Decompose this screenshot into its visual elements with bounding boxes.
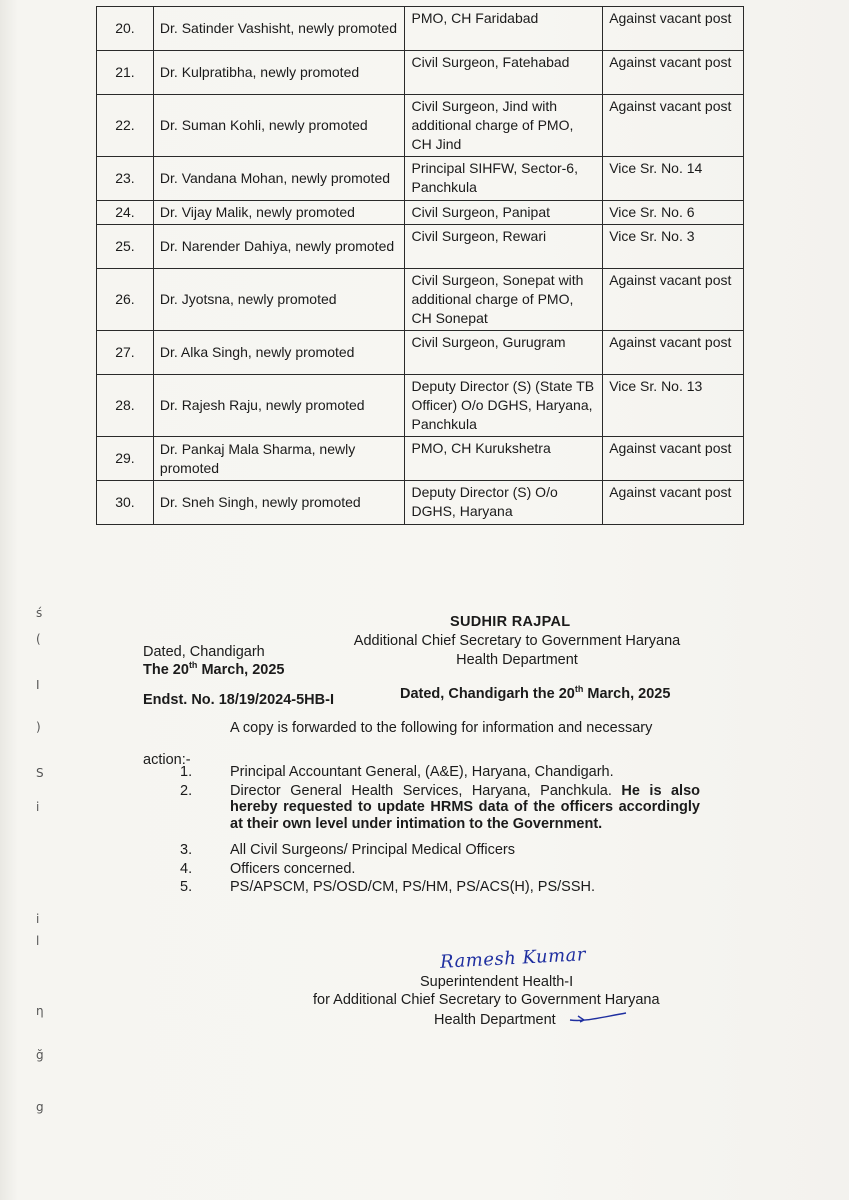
- margin-mark: ś: [36, 606, 43, 620]
- serial-number-cell: 30.: [97, 481, 154, 525]
- endorser-department: Health Department: [434, 1012, 556, 1028]
- copy-list: [180, 764, 700, 898]
- action-text: action:-: [143, 752, 191, 768]
- table-row: [97, 269, 744, 331]
- serial-number-cell: 22.: [97, 95, 154, 157]
- table-row: [97, 225, 744, 269]
- officer-name-cell: Dr. Pankaj Mala Sharma, newly promoted: [153, 437, 405, 481]
- endorser-on-behalf: for Additional Chief Secretary to Government Haryana: [313, 992, 660, 1008]
- remarks-cell: Against vacant post: [603, 481, 744, 525]
- serial-number-cell: 27.: [97, 331, 154, 375]
- serial-number-cell: 25.: [97, 225, 154, 269]
- list-item-text-wrap: [230, 842, 700, 859]
- list-item-text-wrap: [230, 879, 700, 896]
- list-item-text: Principal Accountant General, (A&E), Haryana, Chandigarh.: [230, 764, 614, 780]
- margin-mark: S: [36, 766, 44, 780]
- dated-date-prefix: The 20: [143, 662, 189, 678]
- margin-mark: g: [36, 1100, 44, 1114]
- list-item-text: All Civil Surgeons/ Principal Medical Officers: [230, 842, 516, 858]
- list-item-number: 2.: [180, 782, 193, 799]
- remarks-cell: Against vacant post: [603, 7, 744, 51]
- posting-cell: Civil Surgeon, Panipat: [405, 201, 603, 225]
- posting-cell: Principal SIHFW, Sector-6, Panchkula: [405, 157, 603, 201]
- posting-table-body: [97, 7, 744, 525]
- posting-cell: Civil Surgeon, Sonepat with additional charge of PMO, CH Sonepat: [405, 269, 603, 331]
- officer-name-cell: Dr. Vandana Mohan, newly promoted: [153, 157, 405, 201]
- posting-cell: PMO, CH Faridabad: [405, 7, 603, 51]
- list-item: [180, 783, 700, 833]
- serial-number-cell: 20.: [97, 7, 154, 51]
- endorser-title: Superintendent Health-I: [420, 974, 574, 990]
- posting-table: [96, 6, 744, 525]
- margin-mark: i: [36, 912, 40, 926]
- officer-name-cell: Dr. Sneh Singh, newly promoted: [153, 481, 405, 525]
- table-row: [97, 95, 744, 157]
- table-row: [97, 51, 744, 95]
- remarks-cell: Against vacant post: [603, 331, 744, 375]
- endorsement-date-suffix: March, 2025: [583, 686, 671, 702]
- margin-mark: η: [36, 1004, 44, 1018]
- margin-mark: I: [36, 678, 40, 692]
- signatory-department: Health Department: [456, 652, 578, 668]
- posting-cell: Civil Surgeon, Rewari: [405, 225, 603, 269]
- endorsement-line: [143, 684, 699, 708]
- list-item: [180, 879, 700, 896]
- posting-cell: Civil Surgeon, Gurugram: [405, 331, 603, 375]
- officer-name-cell: Dr. Vijay Malik, newly promoted: [153, 201, 405, 225]
- table-row: [97, 7, 744, 51]
- dated-date: [143, 662, 285, 678]
- officer-name-cell: Dr. Satinder Vashisht, newly promoted: [153, 7, 405, 51]
- posting-cell: Deputy Director (S) O/o DGHS, Haryana: [405, 481, 603, 525]
- signatory-name: SUDHIR RAJPAL: [450, 614, 571, 630]
- officer-name-cell: Dr. Suman Kohli, newly promoted: [153, 95, 405, 157]
- table-row: [97, 201, 744, 225]
- serial-number-cell: 29.: [97, 437, 154, 481]
- serial-number-cell: 23.: [97, 157, 154, 201]
- pen-stroke-mark: [568, 1010, 628, 1026]
- list-item-text-wrap: [230, 764, 700, 781]
- list-item-text-wrap: [230, 783, 700, 833]
- handwritten-signature: Ramesh Kumar: [439, 944, 587, 973]
- margin-mark: i: [36, 800, 40, 814]
- table-row: [97, 481, 744, 525]
- list-item-bold-text: He is also hereby requested to update HRMS data of the officers accordingly at their own level under intimation to the Government.: [230, 782, 701, 832]
- list-item-text-wrap: [230, 861, 700, 878]
- signatory-designation-block: [336, 632, 698, 670]
- margin-mark: ): [36, 720, 41, 734]
- table-row: [97, 437, 744, 481]
- list-item-number: 3.: [180, 842, 193, 858]
- list-item-number: 4.: [180, 860, 193, 877]
- officer-name-cell: Dr. Narender Dahiya, newly promoted: [153, 225, 405, 269]
- list-item-number: 1.: [180, 764, 193, 780]
- posting-cell: Civil Surgeon, Fatehabad: [405, 51, 603, 95]
- posting-cell: Deputy Director (S) (State TB Officer) O/o DGHS, Haryana, Panchkula: [405, 375, 603, 437]
- officer-name-cell: Dr. Jyotsna, newly promoted: [153, 269, 405, 331]
- table-row: [97, 157, 744, 201]
- dated-place: Dated, Chandigarh: [143, 644, 265, 660]
- margin-mark: (: [36, 632, 41, 646]
- remarks-cell: Vice Sr. No. 13: [603, 375, 744, 437]
- serial-number-cell: 24.: [97, 201, 154, 225]
- posting-cell: PMO, CH Kurukshetra: [405, 437, 603, 481]
- dated-date-sup: th: [188, 660, 198, 670]
- list-item: [180, 764, 700, 781]
- signatory-designation: Additional Chief Secretary to Government Haryana: [353, 633, 681, 649]
- remarks-cell: Vice Sr. No. 6: [603, 201, 744, 225]
- list-item-number: 5.: [180, 879, 193, 895]
- remarks-cell: Against vacant post: [603, 51, 744, 95]
- serial-number-cell: 28.: [97, 375, 154, 437]
- officer-name-cell: Dr. Kulpratibha, newly promoted: [153, 51, 405, 95]
- endorsement-number: Endst. No. 18/19/2024-5HB-I: [143, 692, 334, 708]
- officer-name-cell: Dr. Alka Singh, newly promoted: [153, 331, 405, 375]
- margin-mark: l: [36, 934, 40, 948]
- endorsement-date-sup: th: [574, 684, 584, 694]
- remarks-cell: Vice Sr. No. 3: [603, 225, 744, 269]
- margin-mark: ğ: [36, 1048, 44, 1062]
- list-item: [180, 842, 700, 859]
- remarks-cell: Against vacant post: [603, 269, 744, 331]
- remarks-cell: Vice Sr. No. 14: [603, 157, 744, 201]
- forward-text: A copy is forwarded to the following for information and necessary: [230, 720, 653, 736]
- remarks-cell: Against vacant post: [603, 437, 744, 481]
- endorsement-date: [400, 686, 670, 702]
- list-item: [180, 861, 700, 878]
- endorsement-date-prefix: Dated, Chandigarh the 20: [400, 686, 575, 702]
- officer-name-cell: Dr. Rajesh Raju, newly promoted: [153, 375, 405, 437]
- table-row: [97, 331, 744, 375]
- list-item-text: Director General Health Services, Haryana, Panchkula.: [230, 782, 622, 799]
- dated-date-suffix: March, 2025: [197, 662, 285, 678]
- remarks-cell: Against vacant post: [603, 95, 744, 157]
- list-item-text: Officers concerned.: [230, 860, 356, 877]
- table-row: [97, 375, 744, 437]
- serial-number-cell: 21.: [97, 51, 154, 95]
- list-item-text: PS/APSCM, PS/OSD/CM, PS/HM, PS/ACS(H), PS/SSH.: [230, 879, 595, 895]
- posting-cell: Civil Surgeon, Jind with additional charge of PMO, CH Jind: [405, 95, 603, 157]
- serial-number-cell: 26.: [97, 269, 154, 331]
